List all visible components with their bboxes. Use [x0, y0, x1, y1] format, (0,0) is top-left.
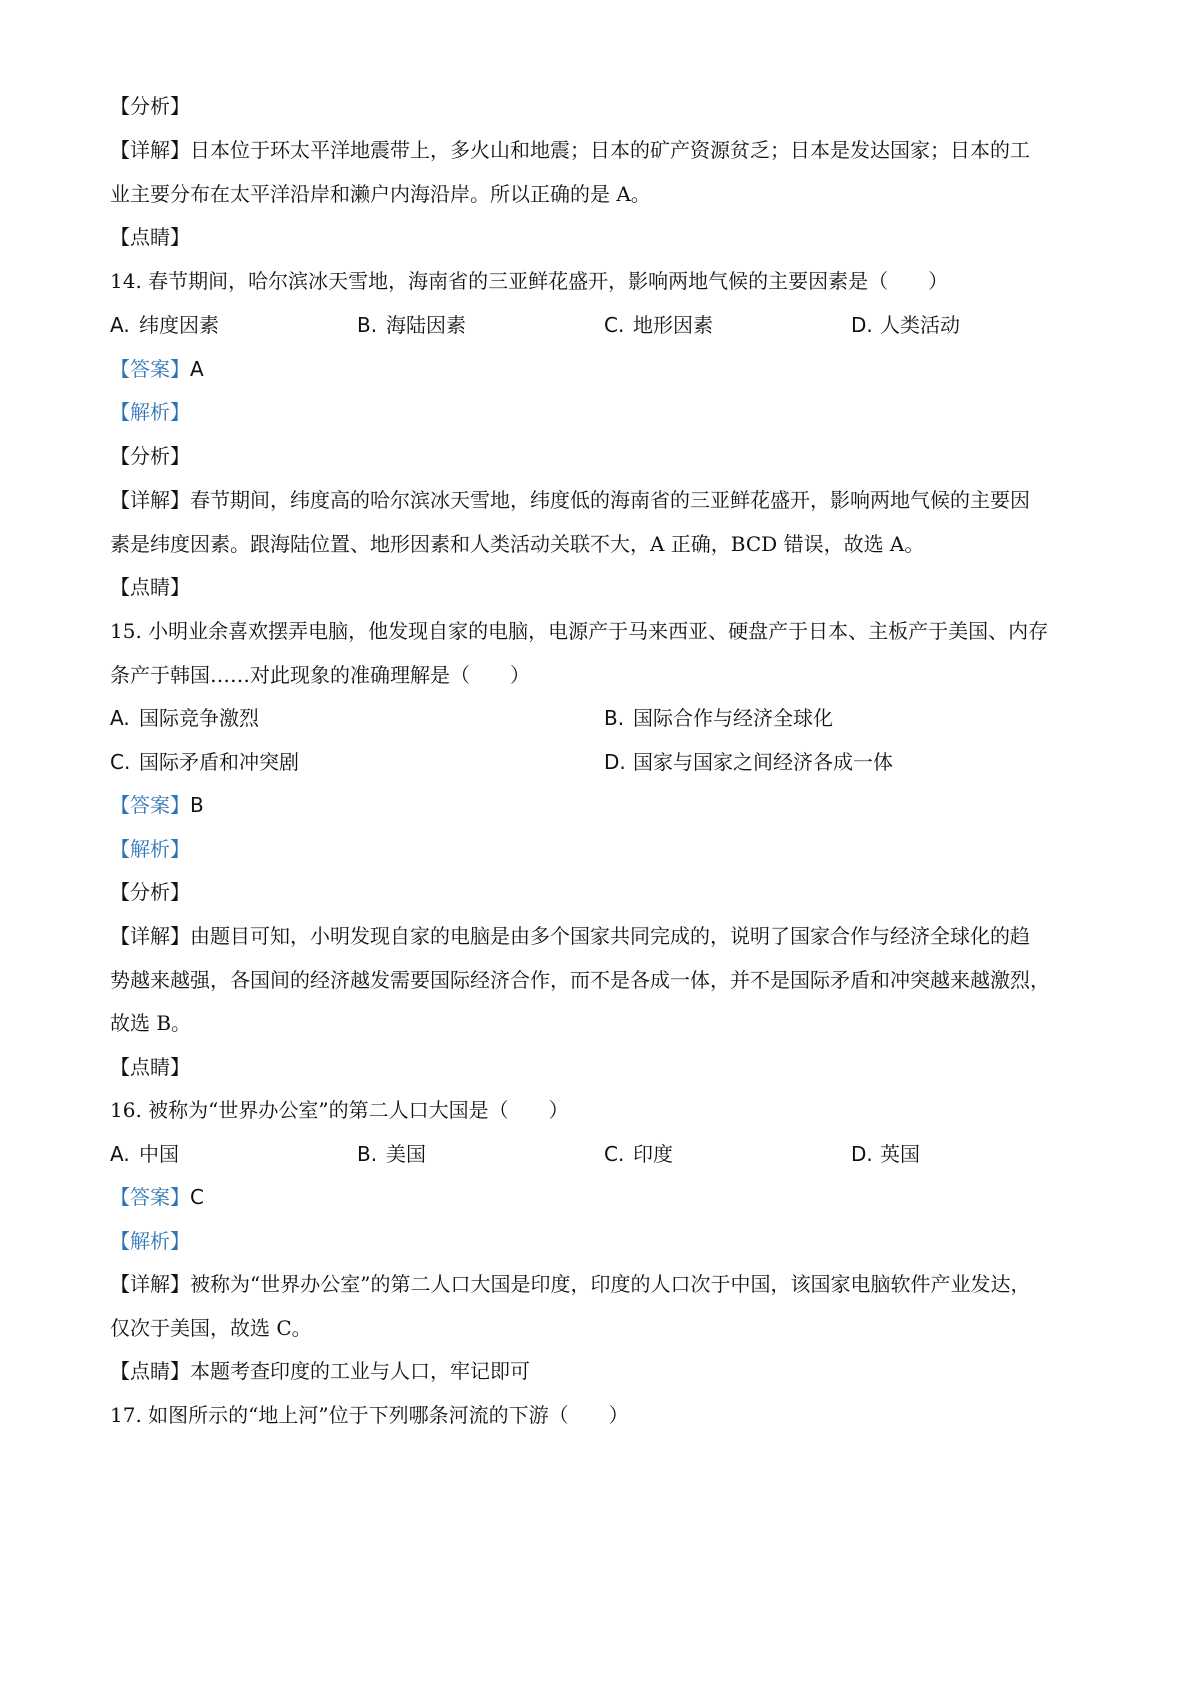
q14-option-b [357, 311, 466, 339]
q13-comment-label: 【点睛】 [110, 225, 190, 249]
q16-option-d [851, 1140, 920, 1168]
option-key: A. [110, 706, 130, 730]
option-key: C. [604, 1142, 625, 1166]
q16-explanation-label: 【解析】 [110, 1229, 190, 1253]
answer-label: 【答案】 [110, 793, 190, 817]
q13-detail-line-1: 【详解】日本位于环太平洋地震带上，多火山和地震；日本的矿产资源贫乏；日本是发达国家；日本的工 [110, 138, 1030, 162]
option-key: B. [357, 1142, 378, 1166]
q16-answer-row [110, 1183, 1100, 1211]
option-key: D. [604, 750, 626, 774]
option-key: A. [110, 1142, 130, 1166]
q15-stem-line-2: 条产于韩国……对此现象的准确理解是（ ） [110, 663, 530, 687]
q15-option-c [110, 748, 299, 776]
option-key: A. [110, 313, 130, 337]
q15-analysis-label: 【分析】 [110, 880, 190, 904]
option-text: 人类活动 [880, 313, 960, 337]
q13-analysis-label: 【分析】 [110, 94, 190, 118]
option-text: 国际合作与经济全球化 [633, 706, 833, 730]
q15-answer-row [110, 791, 1100, 819]
option-key: D. [851, 313, 873, 337]
q15-detail-line-2: 势越来越强，各国间的经济越发需要国际经济合作，而不是各成一体，并不是国际矛盾和冲突越来越激烈， [110, 968, 1050, 992]
q15-comment-label: 【点睛】 [110, 1055, 190, 1079]
answer-value: A [190, 357, 204, 381]
option-key: B. [604, 706, 625, 730]
q15-option-b [604, 704, 833, 732]
q16-option-b [357, 1140, 426, 1168]
option-key: C. [604, 313, 625, 337]
q15-option-d [604, 748, 893, 776]
q14-comment-label: 【点睛】 [110, 575, 190, 599]
q15-stem-line-1: 15. 小明业余喜欢摆弄电脑，他发现自家的电脑，电源产于马来西亚、硬盘产于日本、主板产于美国、内存 [110, 619, 1049, 643]
answer-value: C [190, 1185, 204, 1209]
q16-detail-line-2: 仅次于美国，故选 C。 [110, 1316, 312, 1340]
q16-option-a [110, 1140, 179, 1168]
q16-detail-line-1: 【详解】被称为“世界办公室”的第二人口大国是印度，印度的人口次于中国，该国家电脑软件产业发达， [110, 1272, 1031, 1296]
option-text: 中国 [139, 1142, 179, 1166]
q15-detail-line-3: 故选 B。 [110, 1011, 192, 1035]
option-key: B. [357, 313, 378, 337]
option-text: 国际竞争激烈 [139, 706, 259, 730]
answer-label: 【答案】 [110, 357, 190, 381]
option-text: 地形因素 [633, 313, 713, 337]
answer-value: B [190, 793, 204, 817]
option-text: 英国 [880, 1142, 920, 1166]
q14-option-a [110, 311, 219, 339]
q16-comment: 【点睛】本题考查印度的工业与人口，牢记即可 [110, 1359, 530, 1383]
q17-stem: 17. 如图所示的“地上河”位于下列哪条河流的下游（ ） [110, 1403, 629, 1427]
option-key: C. [110, 750, 131, 774]
option-text: 印度 [633, 1142, 673, 1166]
q14-detail-line-1: 【详解】春节期间，纬度高的哈尔滨冰天雪地，纬度低的海南省的三亚鲜花盛开，影响两地气候的主要因 [110, 488, 1030, 512]
option-text: 国际矛盾和冲突剧 [139, 750, 299, 774]
answer-label: 【答案】 [110, 1185, 190, 1209]
q15-option-a [110, 704, 259, 732]
q16-option-c [604, 1140, 673, 1168]
q14-stem: 14. 春节期间，哈尔滨冰天雪地，海南省的三亚鲜花盛开，影响两地气候的主要因素是（ ） [110, 269, 949, 293]
q14-explanation-label: 【解析】 [110, 400, 190, 424]
q16-stem: 16. 被称为“世界办公室”的第二人口大国是（ ） [110, 1098, 569, 1122]
q13-detail-line-2: 业主要分布在太平洋沿岸和濑户内海沿岸。所以正确的是 A。 [110, 182, 651, 206]
option-text: 美国 [386, 1142, 426, 1166]
q15-explanation-label: 【解析】 [110, 837, 190, 861]
q14-answer-row [110, 355, 1100, 383]
q14-detail-line-2: 素是纬度因素。跟海陆位置、地形因素和人类活动关联不大，A 正确，BCD 错误，故选 A。 [110, 532, 925, 556]
q15-detail-line-1: 【详解】由题目可知，小明发现自家的电脑是由多个国家共同完成的，说明了国家合作与经济全球化的趋 [110, 924, 1030, 948]
q14-option-d [851, 311, 960, 339]
option-text: 海陆因素 [386, 313, 466, 337]
q14-analysis-label: 【分析】 [110, 444, 190, 468]
option-key: D. [851, 1142, 873, 1166]
q14-option-c [604, 311, 713, 339]
option-text: 纬度因素 [139, 313, 219, 337]
option-text: 国家与国家之间经济各成一体 [633, 750, 893, 774]
